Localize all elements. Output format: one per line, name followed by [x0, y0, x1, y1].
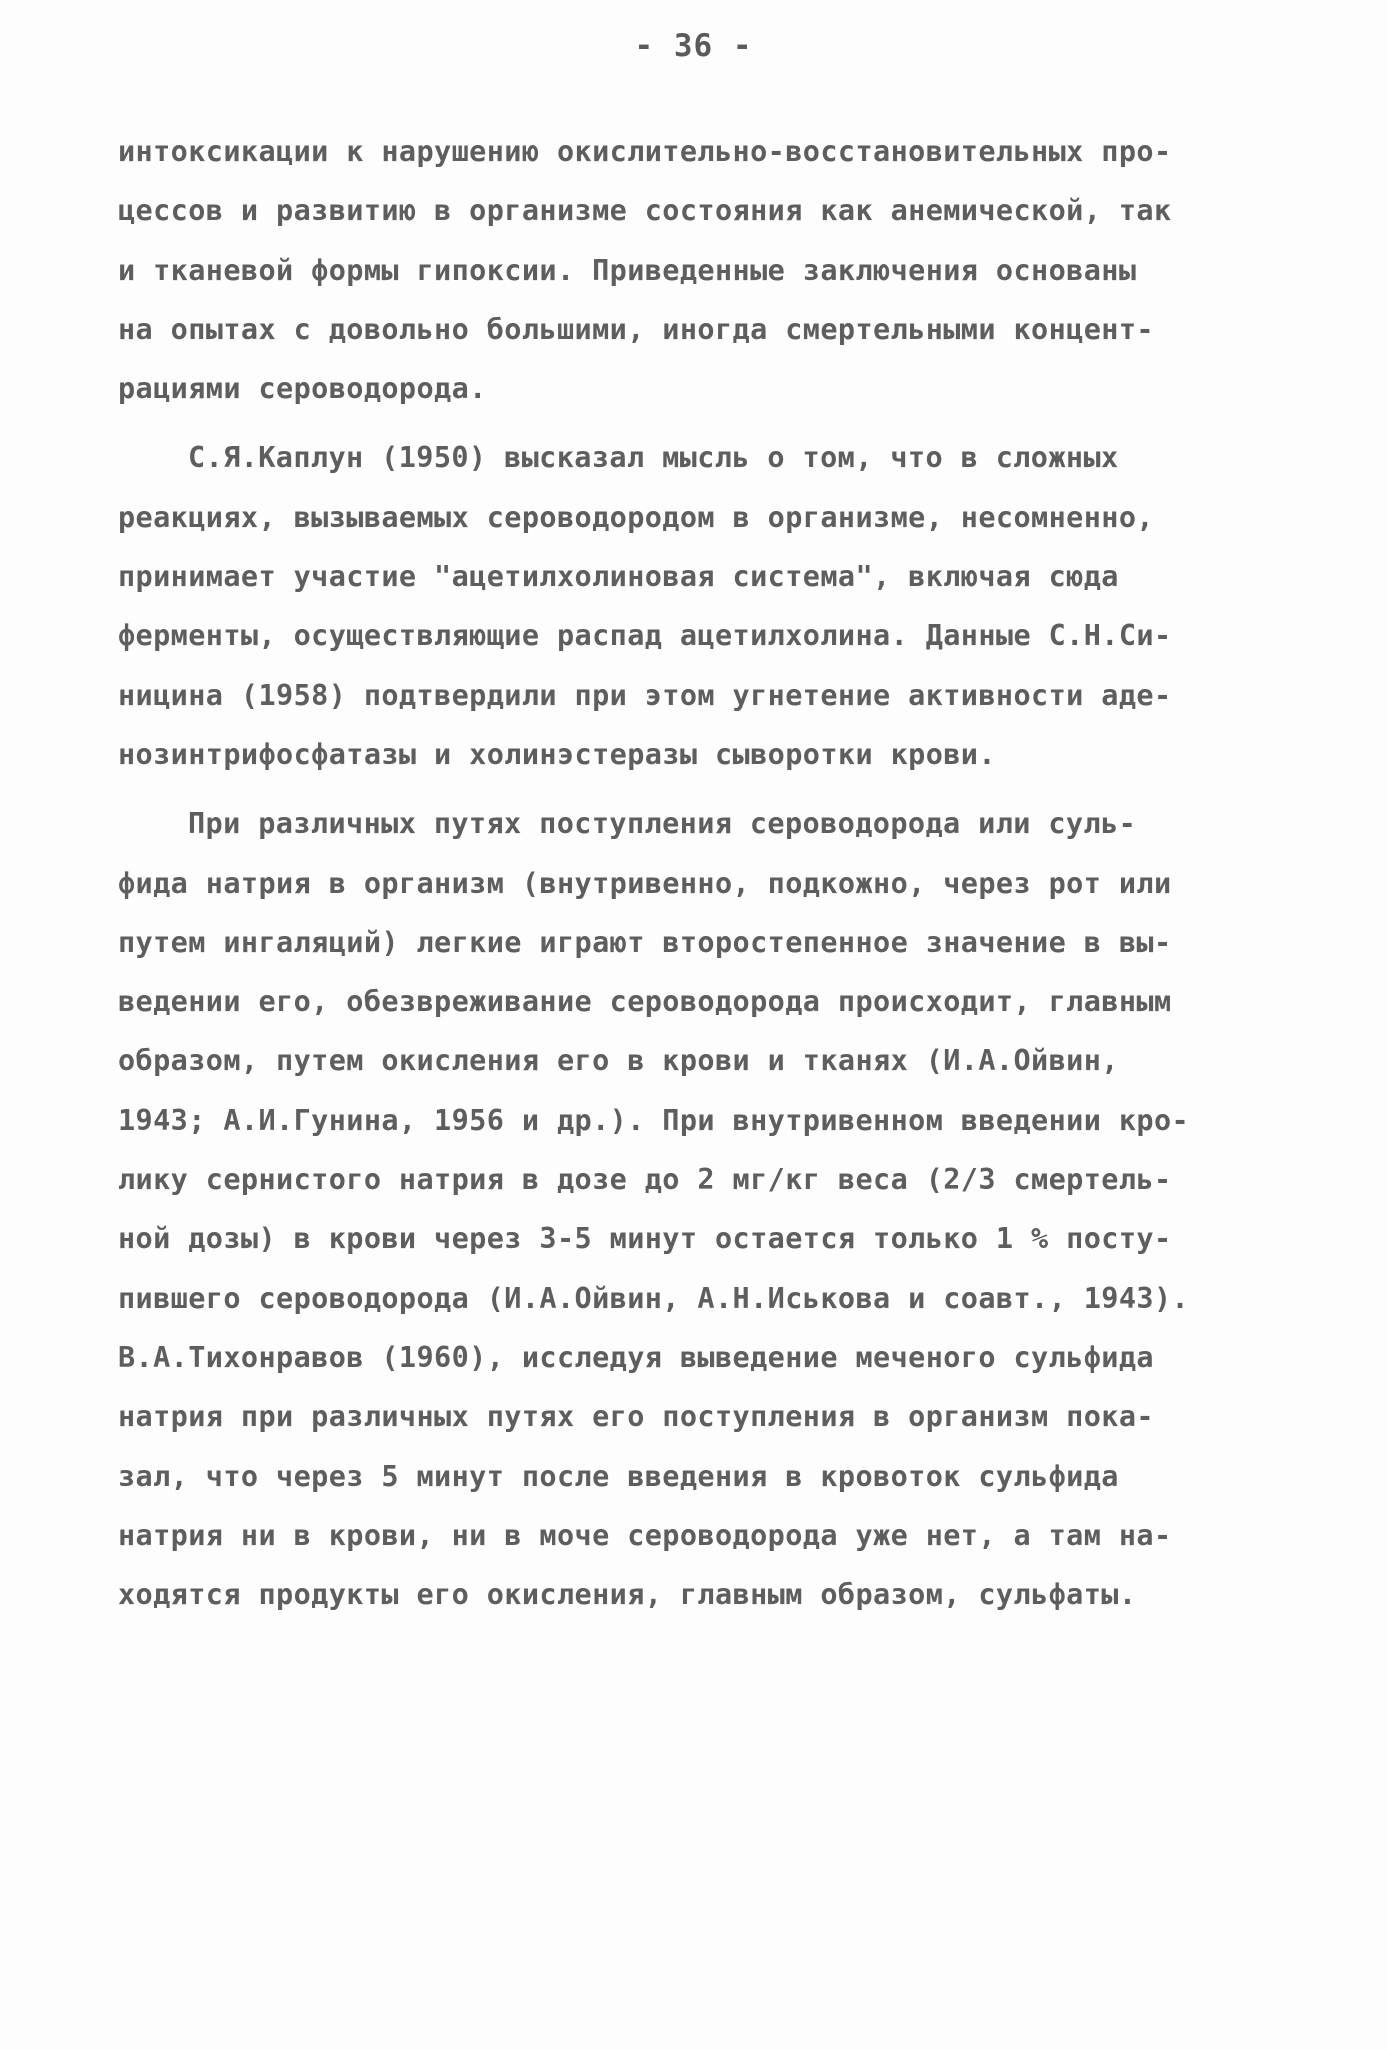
text-line: ной дозы) в крови через 3-5 минут остается только 1 % посту- [118, 1222, 1172, 1256]
paragraph [118, 428, 1278, 784]
body-text [118, 122, 1278, 1624]
text-line: При различных путях поступления сероводорода или суль- [188, 807, 1137, 841]
text-line: рациями сероводорода. [118, 372, 487, 406]
text-line: натрия при различных путях его поступления в организм пока- [118, 1400, 1154, 1434]
text-line: реакциях, вызываемых сероводородом в организме, несомненно, [118, 500, 1154, 534]
text-line: фида натрия в организм (внутривенно, подкожно, через рот или [118, 866, 1172, 900]
text-line: пившего сероводорода (И.А.Ойвин, А.Н.Иськова и соавт., 1943). [118, 1281, 1190, 1315]
text-line: зал, что через 5 минут после введения в кровоток сульфида [118, 1459, 1119, 1493]
text-line: интоксикации к нарушению окислительно-восстановительных про- [118, 135, 1172, 168]
text-line: лику сернистого натрия в дозе до 2 мг/кг веса (2/3 смертель- [118, 1163, 1172, 1197]
text-line: ницина (1958) подтвердили при этом угнетение активности аде- [118, 678, 1172, 712]
text-line: В.А.Тихонравов (1960), исследуя выведение меченого сульфида [118, 1340, 1154, 1374]
text-line: ферменты, осуществляющие распад ацетилхолина. Данные С.Н.Си- [118, 619, 1172, 653]
text-line: цессов и развитию в организме состояния как анемической, так [118, 194, 1172, 228]
text-line: натрия ни в крови, ни в моче сероводорода уже нет, а там на- [118, 1518, 1172, 1552]
text-line: принимает участие "ацетилхолиновая система", включая сюда [118, 560, 1119, 594]
text-line: ведении его, обезвреживание сероводорода происходит, главным [118, 985, 1172, 1019]
text-line: ходятся продукты его окисления, главным образом, сульфаты. [118, 1578, 1137, 1612]
paragraph [118, 794, 1278, 1624]
text-line: 1943; А.И.Гунина, 1956 и др.). При внутривенном введении кро- [118, 1103, 1190, 1137]
text-line: образом, путем окисления его в крови и тканях (И.А.Ойвин, [118, 1044, 1119, 1078]
text-line: на опытах с довольно большими, иногда смертельными концент- [118, 312, 1154, 346]
text-line: и тканевой формы гипоксии. Приведенные заключения основаны [118, 253, 1137, 287]
text-line: нозинтрифосфатазы и холинэстеразы сыворотки крови. [118, 737, 996, 771]
text-line: путем ингаляций) легкие играют второстепенное значение в вы- [118, 925, 1172, 959]
text-line: С.Я.Каплун (1950) высказал мысль о том, что в сложных [188, 441, 1119, 475]
page-number: - 36 - [634, 28, 753, 64]
paragraph [118, 122, 1278, 418]
